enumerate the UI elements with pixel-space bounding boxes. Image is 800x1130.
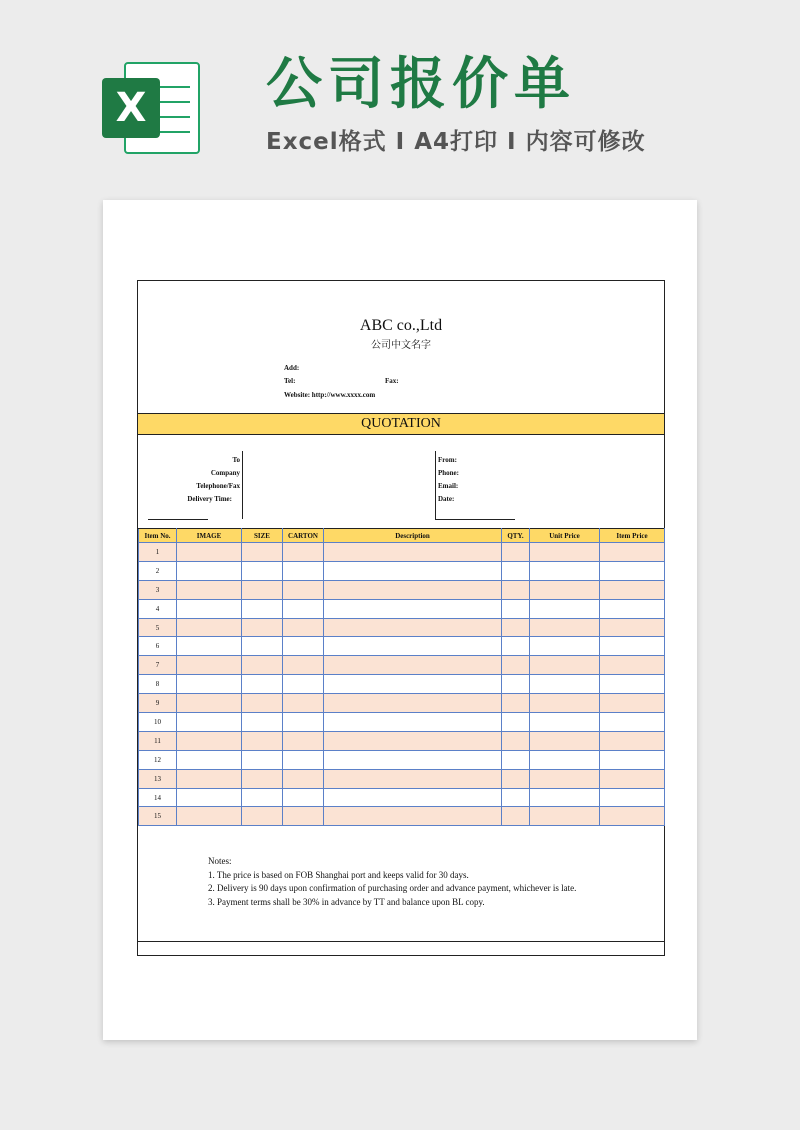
table-cell[interactable] xyxy=(242,543,283,562)
table-cell[interactable] xyxy=(283,788,324,807)
table-cell[interactable] xyxy=(600,769,665,788)
notes-title: Notes: xyxy=(208,856,232,866)
table-row xyxy=(139,769,665,788)
row-item-number: 4 xyxy=(139,599,177,618)
row-item-number: 1 xyxy=(139,543,177,562)
table-cell[interactable] xyxy=(242,618,283,637)
row-item-number: 12 xyxy=(139,750,177,769)
date-label: Date: xyxy=(438,495,455,503)
note-line-3: 3. Payment terms shall be 30% in advance by TT and balance upon BL copy. xyxy=(208,896,485,907)
table-cell[interactable] xyxy=(530,599,600,618)
company-name: ABC co.,Ltd xyxy=(359,317,443,334)
table-row xyxy=(139,637,665,656)
table-cell[interactable] xyxy=(530,713,600,732)
banner xyxy=(0,0,800,200)
row-item-number: 6 xyxy=(139,637,177,656)
table-cell[interactable] xyxy=(177,618,242,637)
quotation-sheet xyxy=(137,280,665,956)
table-cell[interactable] xyxy=(177,543,242,562)
table-cell[interactable] xyxy=(502,599,530,618)
header-qty: QTY. xyxy=(502,529,530,543)
table-cell[interactable] xyxy=(600,618,665,637)
table-cell[interactable] xyxy=(600,580,665,599)
table-cell[interactable] xyxy=(530,675,600,694)
table-cell[interactable] xyxy=(324,750,502,769)
table-cell[interactable] xyxy=(242,713,283,732)
table-cell[interactable] xyxy=(502,675,530,694)
table-cell[interactable] xyxy=(502,788,530,807)
header-image: IMAGE xyxy=(177,529,242,543)
items-table xyxy=(138,528,665,826)
header-unit-price: Unit Price xyxy=(530,529,600,543)
header-item-price: Item Price xyxy=(600,529,665,543)
row-item-number: 11 xyxy=(139,731,177,750)
address-label: Add: xyxy=(284,364,300,372)
table-cell[interactable] xyxy=(530,561,600,580)
table-cell[interactable] xyxy=(324,713,502,732)
table-cell[interactable] xyxy=(177,561,242,580)
row-item-number: 8 xyxy=(139,675,177,694)
table-row xyxy=(139,807,665,826)
table-cell[interactable] xyxy=(600,675,665,694)
table-cell[interactable] xyxy=(283,713,324,732)
table-cell[interactable] xyxy=(324,618,502,637)
row-item-number: 14 xyxy=(139,788,177,807)
note-line-1: 1. The price is based on FOB Shanghai port and keeps valid for 30 days. xyxy=(208,869,469,880)
tel-label: Tel: xyxy=(284,377,296,385)
table-cell[interactable] xyxy=(502,656,530,675)
table-cell[interactable] xyxy=(283,543,324,562)
table-cell[interactable] xyxy=(283,656,324,675)
table-cell[interactable] xyxy=(530,694,600,713)
table-row xyxy=(139,618,665,637)
table-cell[interactable] xyxy=(530,807,600,826)
website-label: Website: http://www.xxxx.com xyxy=(284,391,376,399)
table-cell[interactable] xyxy=(530,769,600,788)
phone-label: Phone: xyxy=(438,469,459,477)
table-cell[interactable] xyxy=(177,713,242,732)
table-cell[interactable] xyxy=(242,580,283,599)
table-cell[interactable] xyxy=(177,580,242,599)
table-cell[interactable] xyxy=(242,599,283,618)
excel-icon xyxy=(102,62,202,154)
row-item-number: 15 xyxy=(139,807,177,826)
table-cell[interactable] xyxy=(242,656,283,675)
table-cell[interactable] xyxy=(502,561,530,580)
to-label: To xyxy=(232,456,240,464)
header-item-no: Item No. xyxy=(139,529,177,543)
table-cell[interactable] xyxy=(324,599,502,618)
table-cell[interactable] xyxy=(283,750,324,769)
table-cell[interactable] xyxy=(177,807,242,826)
table-cell[interactable] xyxy=(324,561,502,580)
table-cell[interactable] xyxy=(600,694,665,713)
table-cell[interactable] xyxy=(283,769,324,788)
table-cell[interactable] xyxy=(324,637,502,656)
table-body xyxy=(139,543,665,826)
header-carton: CARTON xyxy=(283,529,324,543)
table-cell[interactable] xyxy=(242,750,283,769)
table-cell[interactable] xyxy=(283,675,324,694)
table-cell[interactable] xyxy=(242,807,283,826)
table-cell[interactable] xyxy=(177,731,242,750)
row-item-number: 13 xyxy=(139,769,177,788)
table-cell[interactable] xyxy=(530,580,600,599)
right-party-underline xyxy=(435,519,515,520)
table-cell[interactable] xyxy=(530,788,600,807)
table-cell[interactable] xyxy=(502,694,530,713)
table-cell[interactable] xyxy=(530,656,600,675)
table-cell[interactable] xyxy=(324,788,502,807)
table-cell[interactable] xyxy=(177,637,242,656)
row-item-number: 2 xyxy=(139,561,177,580)
table-cell[interactable] xyxy=(600,561,665,580)
table-cell[interactable] xyxy=(242,675,283,694)
row-item-number: 10 xyxy=(139,713,177,732)
banner-title: 公司报价单 xyxy=(266,52,576,117)
table-cell[interactable] xyxy=(324,543,502,562)
table-row xyxy=(139,731,665,750)
table-cell[interactable] xyxy=(600,637,665,656)
table-cell[interactable] xyxy=(283,807,324,826)
table-cell[interactable] xyxy=(502,807,530,826)
table-cell[interactable] xyxy=(502,637,530,656)
table-row xyxy=(139,694,665,713)
row-item-number: 9 xyxy=(139,694,177,713)
table-cell[interactable] xyxy=(502,769,530,788)
table-cell[interactable] xyxy=(177,788,242,807)
table-row xyxy=(139,543,665,562)
telephone-fax-label: Telephone/Fax xyxy=(196,482,240,490)
table-cell[interactable] xyxy=(600,713,665,732)
table-cell[interactable] xyxy=(177,675,242,694)
table-cell[interactable] xyxy=(242,769,283,788)
table-cell[interactable] xyxy=(177,750,242,769)
table-cell[interactable] xyxy=(177,694,242,713)
table-cell[interactable] xyxy=(242,637,283,656)
notes-section xyxy=(208,855,576,909)
table-cell[interactable] xyxy=(283,580,324,599)
fax-label: Fax: xyxy=(385,377,399,385)
table-cell[interactable] xyxy=(530,731,600,750)
table-cell[interactable] xyxy=(600,750,665,769)
table-cell[interactable] xyxy=(324,769,502,788)
table-cell[interactable] xyxy=(242,561,283,580)
table-cell[interactable] xyxy=(283,618,324,637)
document-page xyxy=(103,200,697,1040)
excel-x-badge: X xyxy=(102,78,160,138)
company-label: Company xyxy=(210,469,240,477)
banner-subtitle: Excel格式 I A4打印 I 内容可修改 xyxy=(266,129,646,155)
table-cell[interactable] xyxy=(283,561,324,580)
table-cell[interactable] xyxy=(530,543,600,562)
left-party-underline xyxy=(148,519,208,520)
table-cell[interactable] xyxy=(283,637,324,656)
table-cell[interactable] xyxy=(324,656,502,675)
table-cell[interactable] xyxy=(502,731,530,750)
table-cell[interactable] xyxy=(502,618,530,637)
row-item-number: 5 xyxy=(139,618,177,637)
note-line-2: 2. Delivery is 90 days upon confirmation of purchasing order and advance payment, whichever is late. xyxy=(208,883,577,893)
sheet-bottom-border xyxy=(138,941,664,942)
table-cell[interactable] xyxy=(242,731,283,750)
table-cell[interactable] xyxy=(502,713,530,732)
table-cell[interactable] xyxy=(600,731,665,750)
header-description: Description xyxy=(324,529,502,543)
left-party-divider xyxy=(242,451,243,519)
table-cell[interactable] xyxy=(283,731,324,750)
table-cell[interactable] xyxy=(242,694,283,713)
right-party-divider xyxy=(435,451,436,519)
table-cell[interactable] xyxy=(177,769,242,788)
quotation-title: QUOTATION xyxy=(361,416,441,431)
table-cell[interactable] xyxy=(177,599,242,618)
table-row xyxy=(139,750,665,769)
quotation-band xyxy=(138,413,664,435)
table-cell[interactable] xyxy=(324,580,502,599)
table-cell[interactable] xyxy=(502,580,530,599)
table-row xyxy=(139,599,665,618)
table-cell[interactable] xyxy=(283,694,324,713)
table-cell[interactable] xyxy=(324,731,502,750)
table-cell[interactable] xyxy=(324,694,502,713)
table-cell[interactable] xyxy=(283,599,324,618)
table-row xyxy=(139,656,665,675)
company-name-cn: 公司中文名字 xyxy=(371,340,431,351)
table-row xyxy=(139,675,665,694)
table-cell[interactable] xyxy=(530,637,600,656)
table-cell[interactable] xyxy=(324,807,502,826)
table-cell[interactable] xyxy=(530,750,600,769)
table-cell[interactable] xyxy=(502,543,530,562)
header-size: SIZE xyxy=(242,529,283,543)
table-header-row xyxy=(139,529,665,543)
table-row xyxy=(139,788,665,807)
table-row xyxy=(139,561,665,580)
table-cell[interactable] xyxy=(242,788,283,807)
from-label: From: xyxy=(438,456,457,464)
email-label: Email: xyxy=(438,482,459,490)
table-row xyxy=(139,580,665,599)
table-cell[interactable] xyxy=(600,656,665,675)
row-item-number: 3 xyxy=(139,580,177,599)
table-cell[interactable] xyxy=(530,618,600,637)
table-cell[interactable] xyxy=(600,599,665,618)
table-row xyxy=(139,713,665,732)
row-item-number: 7 xyxy=(139,656,177,675)
table-cell[interactable] xyxy=(600,788,665,807)
table-cell[interactable] xyxy=(502,750,530,769)
table-cell[interactable] xyxy=(177,656,242,675)
table-cell[interactable] xyxy=(600,543,665,562)
table-cell[interactable] xyxy=(600,807,665,826)
table-cell[interactable] xyxy=(324,675,502,694)
delivery-time-label: Delivery Time: xyxy=(187,495,232,503)
